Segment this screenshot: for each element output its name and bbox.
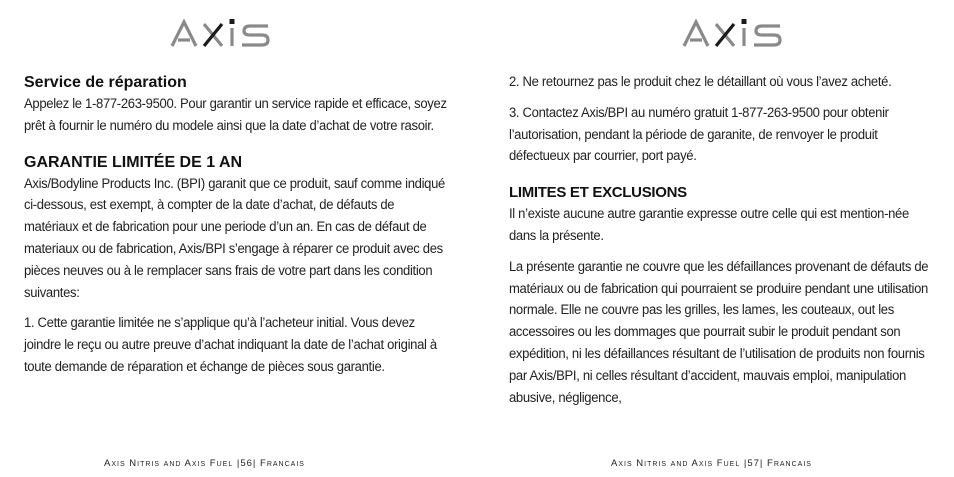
footer-language: Francais [767,458,812,469]
footer-product: Axis Nitris and Axis Fuel [611,458,741,469]
warranty-item-3: 3. Contactez Axis/BPI au numéro gratuit 1-877-263-9500 pour obtenir l’autorisation, pendant la période de garanite, de renvoyer le produit défectueux par courrier, port payé. [509,104,889,165]
right-footer [611,458,812,469]
warranty-heading: GARANTIE LIMITÉE DE 1 AN [24,153,243,171]
service-text: Appelez le 1-877-263-9500. Pour garantir un service rapide et efficace, soyez prêt à fournir le numéro du modele ainsi que la date d’achat de votre rasoir. [24,96,447,134]
axis-logo-icon [170,16,280,50]
left-footer [104,458,305,469]
axis-logo-icon [682,16,792,50]
left-content [24,72,449,379]
limits-heading: LIMITES ET EXCLUSIONS [509,184,687,202]
warranty-text: Axis/Bodyline Products Inc. (BPI) garanit que ce produit, sauf comme indiqué ci-dessous, est exempt, à compter de la date d’achat, de défauts de matériaux et de fabrication pour une periode d’un an. En cas de défaut de materiaux ou de fabrication, Axis/BPI s’engage à réparer ce produit avec des pièces neuves ou à le remplacer sans frais de votre part dans les condition suivantes: [24,175,446,301]
limits-text-2: La présente garantie ne couvre que les défaillances provenant de défauts de matériaux ou de fabrication qui pourraient se produire pendant une utilisation normale. Elle ne couvre pas les grilles, les lames, les couteaux, out les accessoires ou les dommages que pourrait subir le produit pendant son expédition, ni les défaillances résultant de l’utilisation de produits non fournis par Axis/BPI, ni celles résultant d’accident, mauvais emploi, manipulation abusive, négligence, [509,258,929,406]
footer-page-number: |56| [236,458,257,469]
right-content [509,72,929,409]
warranty-item-1: 1. Cette garantie limitée ne s’applique qu’à l’acheteur initial. Vous devez joindre le reçu ou autre preuve d’achat indiquant la date de l’achat original à toute demande de réparation et échange de pièces sous garantie. [24,315,437,375]
warranty-item-2: 2. Ne retournez pas le produit chez le détaillant où vous l’avez acheté. [509,74,892,90]
right-page [477,0,954,477]
limits-text-1: Il n’existe aucune autre garantie expresse outre celle qui est mention-née dans la présente. [509,206,909,244]
footer-page-number: |57| [743,458,764,469]
service-heading: Service de réparation [24,74,187,91]
footer-language: Francais [260,458,305,469]
footer-product: Axis Nitris and Axis Fuel [104,458,234,469]
